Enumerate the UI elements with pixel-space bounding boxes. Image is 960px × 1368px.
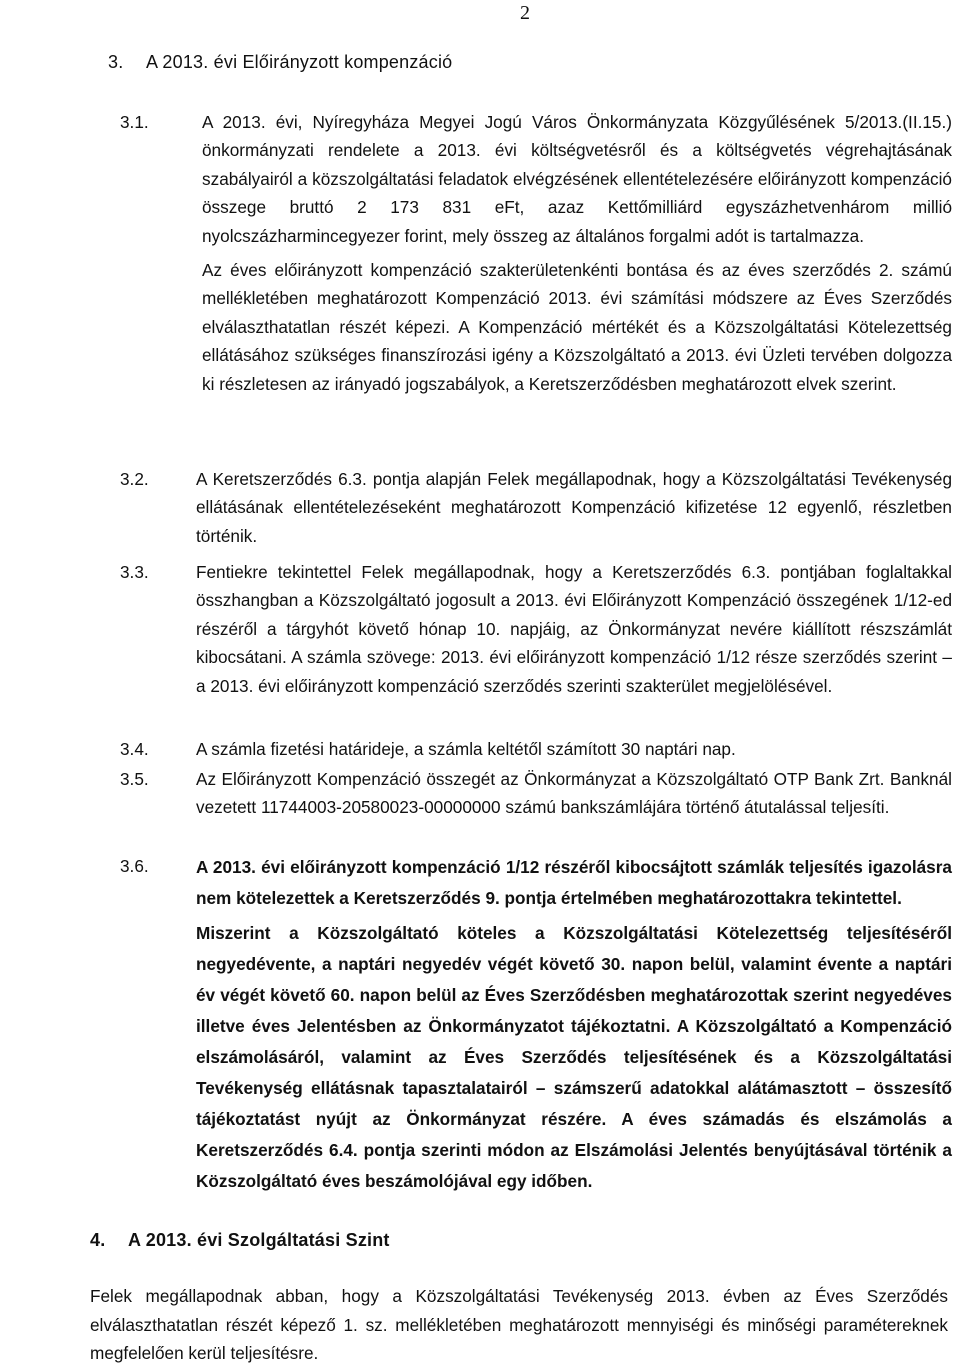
item-3-6-paragraph-1: A 2013. évi előirányzott kompenzáció 1/12 részéről kibocsájtott számlák teljesítés igazolásra nem kötelezettek a Keretszerződés 9. pontja értelmében meghatározottakra tekintettel.: [196, 857, 952, 908]
item-3-4-text: A számla fizetési határideje, a számla keltétől számított 30 naptári nap.: [196, 739, 736, 759]
item-3-5: [120, 765, 952, 822]
section-4-body: [90, 1282, 948, 1368]
item-3-1: [120, 108, 952, 398]
page-number: 2: [520, 2, 530, 24]
item-3-4-number: 3.4.: [120, 739, 149, 759]
item-3-3: [120, 558, 952, 700]
item-3-5-number: 3.5.: [120, 769, 149, 789]
section-3-number: 3.: [108, 52, 124, 72]
item-3-3-number: 3.3.: [120, 562, 149, 582]
item-3-4: [120, 735, 952, 763]
item-3-6-number: 3.6.: [120, 856, 149, 876]
section-4-text: Felek megállapodnak abban, hogy a Közszolgáltatási Tevékenység 2013. évben az Éves Szerződés elválaszthatatlan részét képező 1. sz. mellékletében meghatározott mennyiségi és minőségi paramétereknek megfelelően kerül teljesítésre.: [90, 1286, 948, 1364]
section-4-number: 4.: [90, 1230, 106, 1250]
item-3-1-paragraph-1: A 2013. évi, Nyíregyháza Megyei Jogú Város Önkormányzata Közgyűlésének 5/2013.(II.15.) önkormányzati rendelete a 2013. évi költségvetésről és a költségvetés végrehajtásának szabályairól a közszolgáltatási feladatok elvégzésének ellentételezésére előirányzott kompenzáció összege bruttó 2 173 831 eFt, azaz Kettőmilliárd egyszázhetvenhárom millió nyolcszázharmincegyezer forint, mely összeg az általános forgalmi adót is tartalmazza.: [202, 112, 952, 246]
item-3-2: [120, 465, 952, 550]
item-3-1-number: 3.1.: [120, 112, 149, 132]
item-3-3-text: Fentiekre tekintettel Felek megállapodnak, hogy a Keretszerződés 6.3. pontjában foglaltakkal összhangban a Közszolgáltató jogosult a 2013. évi Előirányzott Kompenzáció összegének 1/12-ed részéről a tárgyhót követő hónap 10. napjáig, az Önkormányzat nevére kiállított részszámlát kibocsátani. A számla szövege: 2013. évi előirányzott kompenzáció 1/12 része szerződés szerint – a 2013. évi előirányzott kompenzáció szerződés szerinti szakterület megjelölésével.: [196, 562, 952, 696]
item-3-5-text: Az Előirányzott Kompenzáció összegét az Önkormányzat a Közszolgáltató OTP Bank Zrt. Banknál vezetett 11744003-20580023-00000000 számú bankszámlájára történő átutalással teljesíti.: [196, 769, 952, 818]
section-4-heading: [90, 1230, 390, 1251]
section-4-title: A 2013. évi Szolgáltatási Szint: [128, 1230, 390, 1250]
item-3-6-paragraph-2: Miszerint a Közszolgáltató köteles a Közszolgáltatási Kötelezettség teljesítéséről negyedévente, a naptári negyedév végét követő 30. napon belül, valamint évente a naptári év végét követő 60. napon belül az Éves Szerződésben meghatározottak szerint negyedéves illetve éves Jelentésben az Önkormányzatot tájékoztatni. A Közszolgáltató a Kompenzáció elszámolásáról, valamint az Éves Szerződés teljesítésének és a Közszolgáltatási Tevékenység ellátásnak tapasztalatairól – számszerű adatokkal alátámasztott – összesítő tájékoztatást nyújt az Önkormányzat részére. A éves számadás és elszámolás a Keretszerződés 6.4. pontja szerinti módon az Elszámolási Jelentés benyújtásával történik a Közszolgáltató éves beszámolójával egy időben.: [196, 923, 952, 1191]
item-3-6: [120, 852, 952, 1197]
item-3-2-text: A Keretszerződés 6.3. pontja alapján Felek megállapodnak, hogy a Közszolgáltatási Tevékenység ellátásának ellentételezéseként meghatározott Kompenzáció kifizetése 12 egyenlő, részletben történik.: [196, 469, 952, 546]
section-3-heading: [108, 52, 452, 73]
item-3-1-paragraph-2: Az éves előirányzott kompenzáció szakterületenkénti bontása és az éves szerződés 2. számú mellékletében meghatározott Kompenzáció 2013. évi számítási módszere az Éves Szerződés elválaszthatatlan részét képezi. A Kompenzáció mértékét és a Közszolgáltatási Kötelezettség ellátásához szükséges finanszírozási igény a Közszolgáltató a 2013. évi Üzleti tervében dolgozza ki részletesen az irányadó jogszabályok, a Keretszerződésben meghatározott elvek szerint.: [202, 260, 952, 394]
item-3-2-number: 3.2.: [120, 469, 149, 489]
section-3-title: A 2013. évi Előirányzott kompenzáció: [146, 52, 453, 72]
